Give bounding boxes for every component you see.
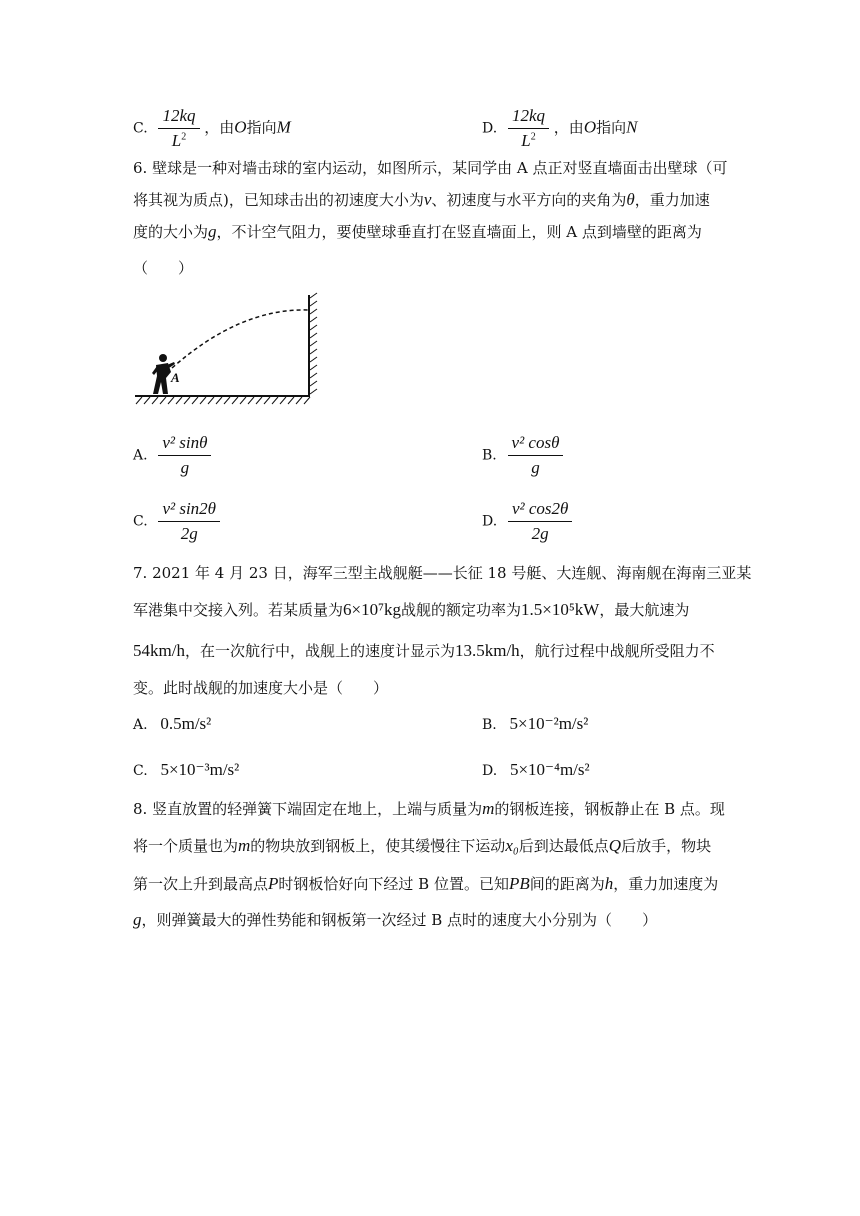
- wall-hatch: [310, 293, 317, 394]
- option-label: C.: [133, 513, 148, 530]
- option-label: A.: [133, 447, 148, 464]
- option-label: B.: [482, 717, 497, 733]
- fraction: [158, 499, 220, 544]
- den-base: L: [521, 131, 531, 150]
- text: ，重力加速度为: [613, 875, 719, 893]
- point-o: O: [583, 117, 597, 137]
- option-label: D.: [482, 120, 498, 137]
- option-label: C.: [133, 763, 148, 779]
- option-value: 5×10⁻³m/s²: [160, 760, 240, 779]
- q6-option-a[interactable]: [133, 433, 211, 478]
- text: 指向: [596, 118, 627, 137]
- q6-stem-line-1: 6. 壁球是一种对墙击球的室内运动，如图所示，某同学由 A 点正对竖直墙面击出壁球（可: [133, 159, 728, 177]
- numerator: v² cos2θ: [508, 499, 572, 522]
- text: 8. 竖直放置的轻弹簧下端固定在地上，上端与质量为: [133, 800, 483, 818]
- q7-stem-line-2: [133, 600, 689, 620]
- denominator: 2g: [531, 524, 549, 543]
- option-label: A.: [133, 717, 148, 733]
- q8-stem-line-4: [133, 910, 657, 930]
- symbol-m: m: [238, 836, 251, 855]
- q6-option-b[interactable]: [482, 433, 563, 478]
- text: ，在一次航行中，战舰上的速度计显示为: [184, 642, 455, 660]
- numerator: 12kq: [508, 106, 549, 129]
- fraction: [158, 433, 211, 478]
- q7-option-d[interactable]: [482, 760, 590, 781]
- text: 时钢板恰好向下经过 B 位置。已知: [278, 875, 509, 893]
- point-p: P: [268, 874, 279, 893]
- text: ，则弹簧最大的弹性势能和钢板第一次经过 B 点时的速度大小分别为（ ）: [141, 911, 658, 929]
- text: 、初速度与水平方向的夹角为: [431, 191, 627, 209]
- q8-stem-line-1: [133, 799, 725, 819]
- point-a-label: A: [171, 370, 180, 385]
- point-n: N: [626, 117, 638, 137]
- max-speed-value: 54km/h: [133, 641, 185, 660]
- option-label: C.: [133, 120, 148, 137]
- den-exp: 2: [181, 131, 187, 143]
- symbol-g: g: [208, 222, 217, 241]
- den-base: L: [171, 131, 182, 150]
- text: 后到达最低点: [518, 837, 609, 855]
- q6-stem-line-2: [133, 190, 710, 210]
- q7-option-a[interactable]: [133, 714, 211, 735]
- symbol-h: h: [604, 874, 614, 893]
- q8-stem-line-3: [133, 874, 718, 894]
- text: 间的距离为: [529, 875, 605, 893]
- current-speed-value: 13.5km/h: [454, 641, 520, 660]
- option-value: 5×10⁻²m/s²: [509, 714, 589, 733]
- q6-stem-line-3: [133, 222, 702, 242]
- numerator: v² sinθ: [158, 433, 211, 456]
- denominator: [158, 129, 199, 151]
- q5-option-d[interactable]: [482, 106, 637, 151]
- q5-option-c[interactable]: [133, 106, 291, 151]
- text: 的钢板连接，钢板静止在 B 点。现: [494, 800, 725, 818]
- q7-stem-line-3: [133, 641, 715, 661]
- ground-hatch: [136, 397, 310, 404]
- text: 的物块放到钢板上，使其缓慢往下运动: [250, 837, 506, 855]
- text: ，由: [204, 118, 235, 137]
- text: 战舰的额定功率为: [401, 601, 522, 619]
- text: ，航行过程中战舰所受阻力不: [519, 642, 715, 660]
- fraction: [158, 106, 199, 151]
- denominator: g: [531, 458, 540, 477]
- option-label: D.: [482, 763, 498, 779]
- q8-stem-line-2: [133, 836, 711, 856]
- point-o: O: [234, 117, 247, 137]
- symbol-v: v: [423, 190, 432, 209]
- q7-option-c[interactable]: [133, 760, 239, 781]
- option-value: 0.5m/s²: [160, 714, 212, 733]
- q7-stem-line-4: 变。此时战舰的加速度大小是（ ）: [133, 679, 389, 697]
- text: 军港集中交接入列。若某质量为: [133, 601, 344, 619]
- option-label: B.: [482, 447, 497, 464]
- fraction: [508, 499, 572, 544]
- text: 度的大小为: [133, 223, 209, 241]
- fraction: [508, 106, 549, 151]
- text: 第一次上升到最高点: [133, 875, 269, 893]
- fraction: [508, 433, 564, 478]
- power-value: 1.5×10⁵kW: [521, 600, 600, 619]
- text: 将一个质量也为: [133, 837, 239, 855]
- q7-option-b[interactable]: [482, 714, 588, 735]
- symbol-theta: θ: [626, 190, 635, 209]
- q6-option-d[interactable]: [482, 499, 572, 544]
- text: ，由: [553, 118, 584, 137]
- denominator: [508, 129, 549, 151]
- point-q: Q: [608, 836, 622, 855]
- text: 指向: [246, 118, 277, 137]
- denominator: g: [180, 458, 190, 477]
- ball-trajectory: [172, 310, 308, 368]
- text: 将其视为质点)，已知球击出的初速度大小为: [133, 191, 424, 209]
- text: ，最大航速为: [599, 601, 690, 619]
- numerator: 12kq: [158, 106, 199, 129]
- text: ，不计空气阻力，要使壁球垂直打在竖直墙面上，则 A 点到墙壁的距离为: [216, 223, 702, 241]
- symbol-m: m: [482, 799, 495, 818]
- symbol-x0: x₀: [505, 836, 519, 855]
- option-label: D.: [482, 513, 498, 530]
- text: 后放手，物块: [621, 837, 712, 855]
- point-m: M: [276, 117, 291, 137]
- numerator: v² cosθ: [508, 433, 564, 456]
- option-value: 5×10⁻⁴m/s²: [509, 760, 590, 779]
- numerator: v² sin2θ: [158, 499, 220, 522]
- symbol-g: g: [133, 910, 142, 929]
- q6-answer-blank: （ ）: [133, 259, 194, 277]
- q7-stem-line-1: 7. 2021 年 4 月 23 日，海军三型主战舰艇——长征 18 号艇、大连舰、海南舰在海南三亚某: [133, 564, 752, 582]
- mass-value: 6×10⁷kg: [343, 600, 402, 619]
- segment-pb: PB: [508, 874, 530, 893]
- q6-option-c[interactable]: [133, 499, 220, 544]
- denominator: 2g: [180, 524, 198, 543]
- den-exp: 2: [530, 131, 536, 143]
- text: ，重力加速: [634, 191, 710, 209]
- squash-figure: [130, 290, 330, 410]
